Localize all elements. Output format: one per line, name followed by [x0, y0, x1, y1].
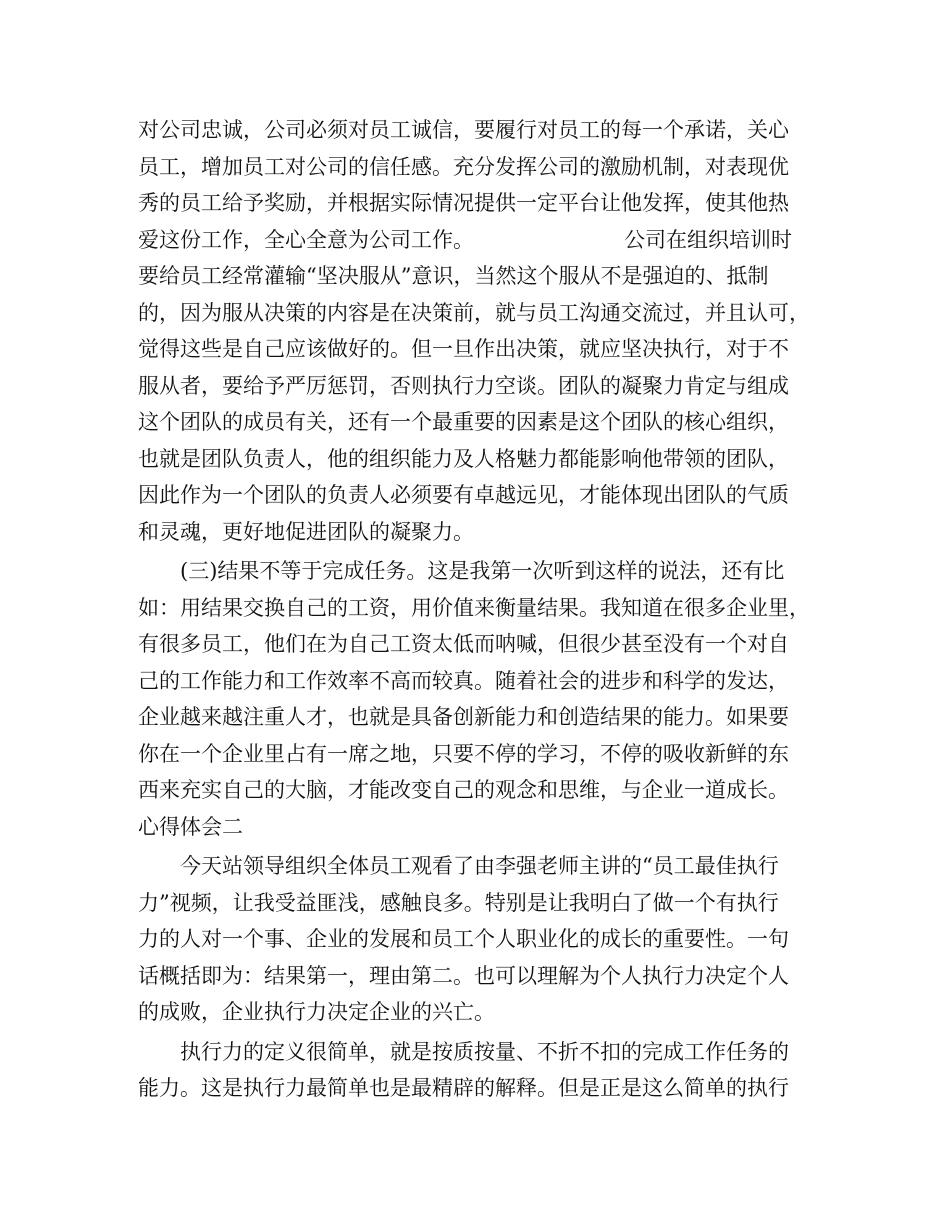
text-line: 要给员工经常灌输“坚决服从”意识，当然这个服从不是强迫的、抵制: [138, 264, 769, 288]
text-line: 己的工作能力和工作效率不高而较真。随着社会的进步和科学的发达，: [138, 668, 789, 693]
text-line: 的，因为服从决策的内容是在决策前，就与员工沟通交流过，并且认可，: [138, 300, 810, 325]
text-line: 秀的员工给予奖励，并根据实际情况提供一定平台让他发挥，使其他热: [138, 191, 789, 215]
text-line: 觉得这些是自己应该做好的。但一旦作出决策，就应坚决执行，对于不: [138, 337, 789, 361]
text-line: 企业越来越注重人才，也就是具备创新能力和创造结果的能力。如果要: [138, 705, 789, 729]
text-line: 和灵魂，更好地促进团队的凝聚力。: [138, 519, 474, 544]
text-line: 话概括即为：结果第一，理由第二。也可以理解为个人执行力决定个人: [138, 963, 789, 988]
text-line: 也就是团队负责人，他的组织能力及人格魅力都能影响他带领的团队，: [138, 446, 789, 471]
text-line: 能力。这是执行力最简单也是最精辟的解释。但是正是这么简单的执行: [138, 1076, 789, 1100]
text-line: 今天站领导组织全体员工观看了由李强老师主讲的“员工最佳执行: [180, 854, 779, 878]
text-line: 因此作为一个团队的负责人必须要有卓越远见，才能体现出团队的气质: [138, 483, 789, 507]
text-line: 你在一个企业里占有一席之地，只要不停的学习，不停的吸收新鲜的东: [138, 741, 789, 766]
text-line: 对公司忠诚，公司必须对员工诚信，要履行对员工的每一个承诺，关心: [138, 118, 789, 142]
text-line: 员工，增加员工对公司的信任感。充分发挥公司的激励机制，对表现优: [138, 154, 789, 179]
text-line: 服从者，要给予严厉惩罚，否则执行力空谈。团队的凝聚力肯定与组成: [138, 373, 789, 398]
text-line: 的成败，企业执行力决定企业的兴亡。: [138, 1000, 495, 1024]
text-line: (三)结果不等于完成任务。这是我第一次听到这样的说法，还有比: [180, 559, 785, 583]
text-line: 有很多员工，他们在为自己工资太低而呐喊，但很少甚至没有一个对自: [138, 632, 789, 656]
section-heading: 心得体会二: [138, 814, 243, 839]
text-line: 这个团队的成员有关，还有一个最重要的因素是这个团队的核心组织，: [138, 410, 789, 434]
text-line: 西来充实自己的大脑，才能改变自己的观念和思维，与企业一道成长。: [138, 778, 789, 802]
text-line: 力”视频，让我受益匪浅，感触良多。特别是让我明白了做一个有执行: [138, 890, 779, 915]
text-line: 执行力的定义很简单，就是按质按量、不折不扣的完成工作任务的: [180, 1039, 789, 1064]
document-body: [138, 112, 828, 1107]
text-line: 爱这份工作，全心全意为公司工作。 公司在组织培训时: [138, 227, 792, 252]
text-line: 力的人对一个事、企业的发展和员工个人职业化的成长的重要性。一句: [138, 927, 789, 951]
text-line: 如：用结果交换自己的工资，用价值来衡量结果。我知道在很多企业里，: [138, 595, 810, 620]
